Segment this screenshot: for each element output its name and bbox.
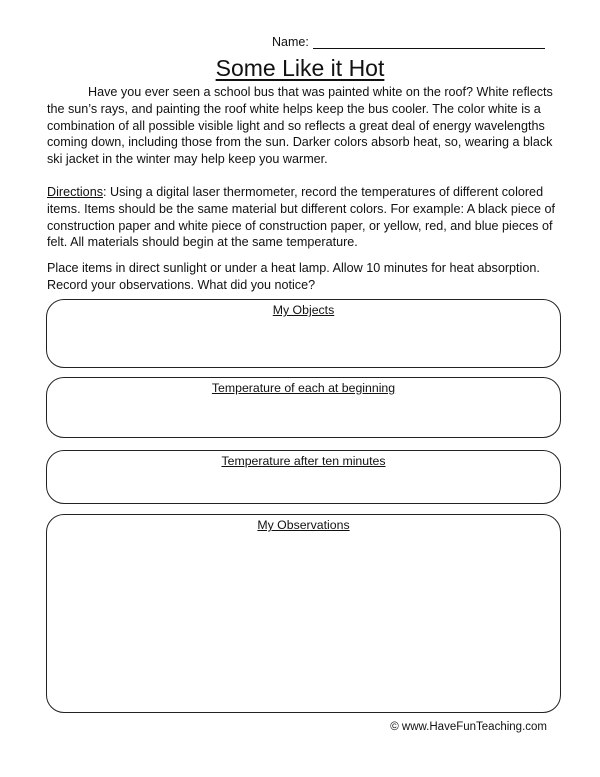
name-label: Name: [272,35,309,49]
intro-paragraph: Have you ever seen a school bus that was painted white on the roof? White reflects the sun’s rays, and painting the roof white helps keep the bus cooler. The color white is a combination of all possible visible light and so reflects a great deal of energy wavelengths coming down, including those from the sun. Darker colors absorb heat, so, wearing a black ski jacket in the winter may help keep you warmer. [47,85,553,167]
temp-beginning-box-label: Temperature of each at beginning [211,381,396,395]
objects-box[interactable] [46,299,561,368]
directions-paragraph [47,184,561,251]
name-input-line[interactable] [313,36,545,49]
copyright-footer: © www.HaveFunTeaching.com [390,721,547,733]
page-title: Some Like it Hot [215,55,385,81]
name-field [272,35,545,49]
observations-box-label: My Observations [257,518,350,532]
directions-text: : Using a digital laser thermometer, record the temperatures of different colored items. Items should be the same material but different colors. For example: A black piece of construction paper and white piece of construction paper, or yellow, red, and blue pieces of felt. All materials should begin at the same temperature. [47,185,555,250]
directions-label: Directions [47,185,103,199]
temp-after-box[interactable] [46,450,561,504]
temp-beginning-box[interactable] [46,377,561,438]
observations-box[interactable] [46,514,561,713]
temp-after-box-label: Temperature after ten minutes [221,454,386,468]
instructions-paragraph: Place items in direct sunlight or under a heat lamp. Allow 10 minutes for heat absorption. Record your observations. What did you notice? [47,261,540,292]
objects-box-label: My Objects [272,303,335,317]
